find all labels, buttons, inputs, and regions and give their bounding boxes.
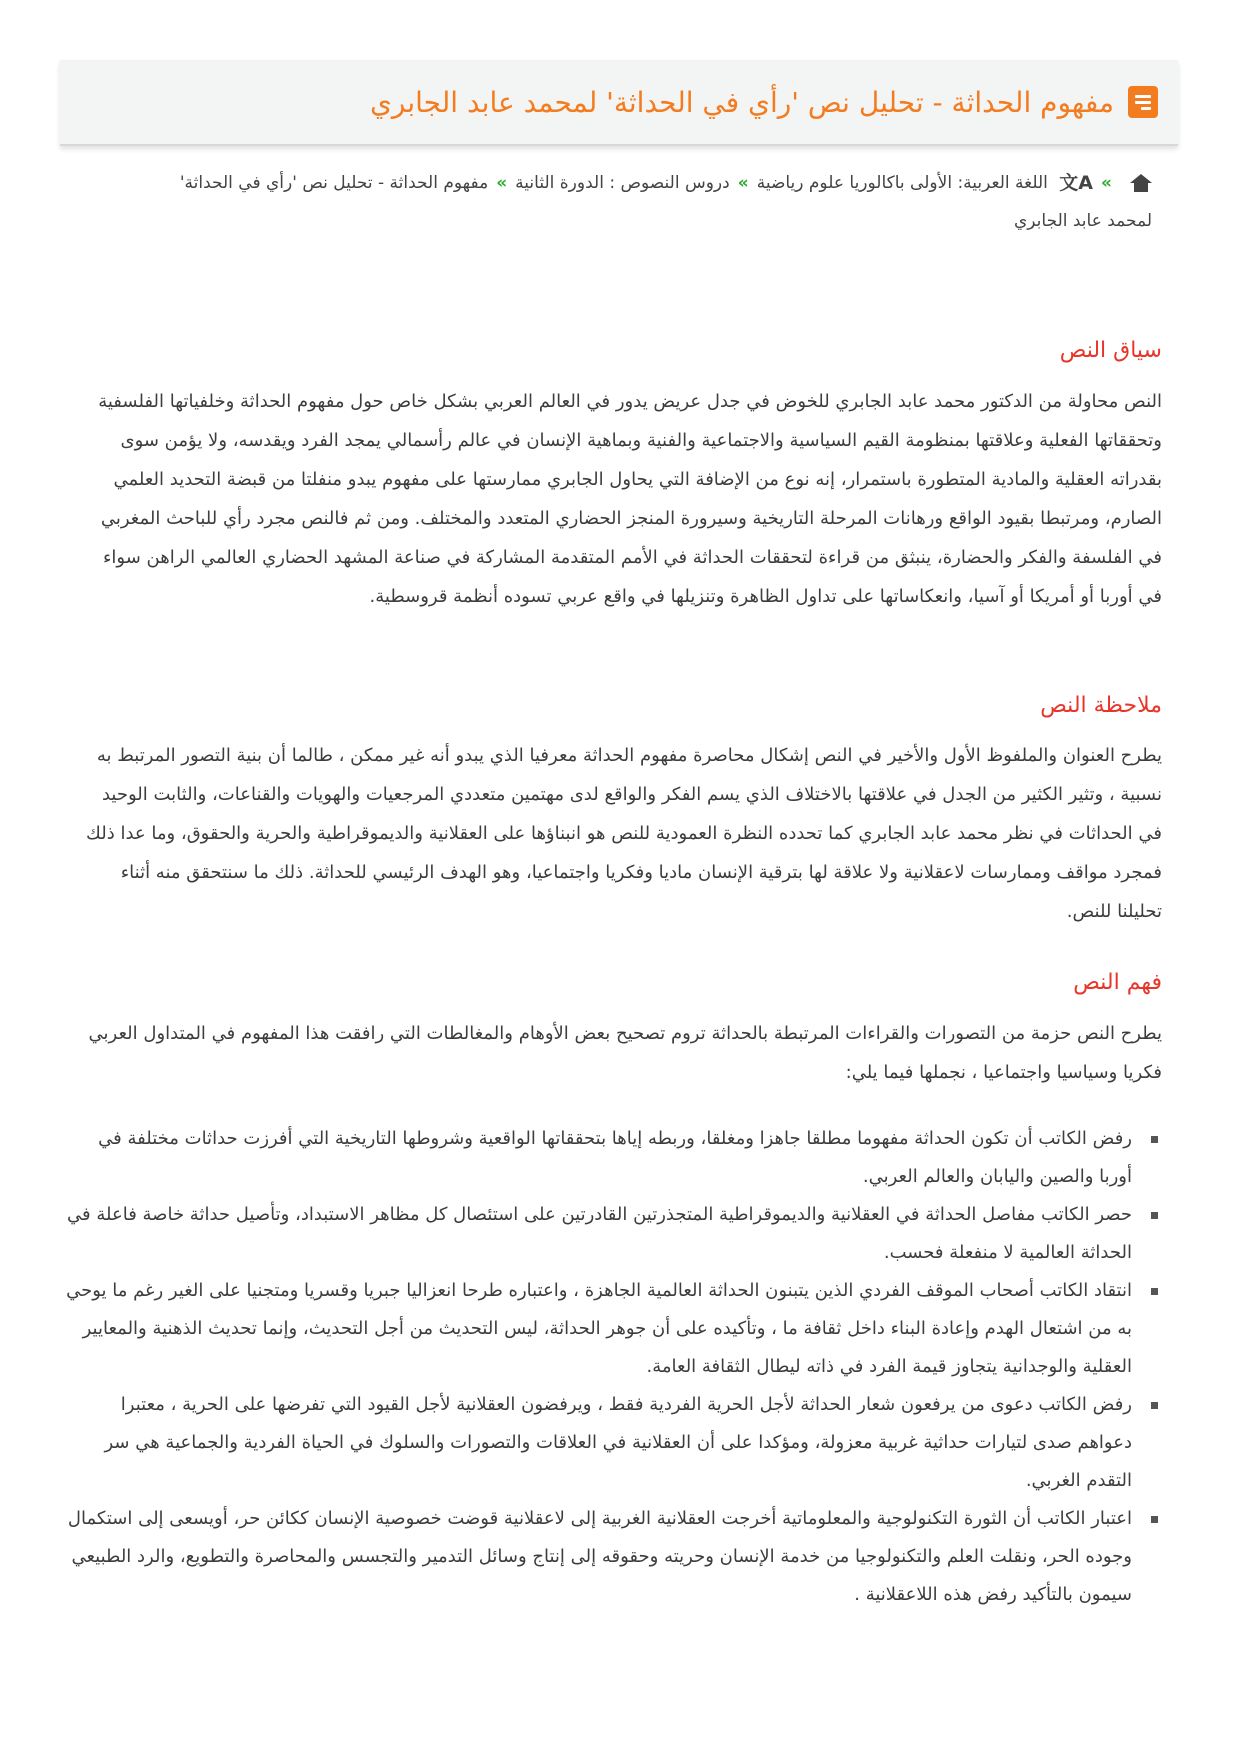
section-paragraph-context: النص محاولة من الدكتور محمد عابد الجابري للخوض في جدل عريض يدور في العالم العربي بشكل خاص حول مفهوم الحداثة وخلفياتها الفلسفية وتحققاتها الفعلية وعلاقتها بمنظومة القيم السياسية والاجتماعية والفنية وبماهية الإنسان في عالم رأسمالي يمجد الفرد ويقدسه، ولا يؤمن سوى بقدراته العقلية والمادية المتطورة باستمرار، إنه نوع من الإضافة التي يحاول الجابري ممارستها على مفهوم يبدو منفلتا من قبضة التحديد العلمي الصارم، ومرتبطا بقيود الواقع ورهانات المرحلة التاريخية وسيرورة المنجز الحضاري المتعدد والمختلف. ومن ثم فالنص مجرد رأي للباحث المغربي في الفلسفة والفكر والحضارة، ينبثق من قراءة لتحققات الحداثة في الأمم المتقدمة المشاركة في صناعة المشهد الحضاري العالمي الراهن سواء في أوربا أو أمريكا أو آسيا، وانعكاساتها على تداول الظاهرة وتنزيلها في واقع عربي تسوده أنظمة قروسطية. (98, 391, 1162, 607)
bullet-text: اعتبار الكاتب أن الثورة التكنولوجية والمعلوماتية أخرجت العقلانية الغربية إلى لاعقلانية قوضت خصوصية الإنسان ككائن حر، أويسعى إلى استكمال وجوده الحر، ونقلت العلم والتكنولوجيا من خدمة الإنسان وحريته وحقوقه إلى إنتاج وسائل التدمير والتجسس والمحاصرة والتطويع، والرد الطبيعي سيمون بالتأكيد رفض هذه اللاعقلانية . (67, 1508, 1132, 1605)
document-icon (1128, 86, 1158, 118)
understanding-bullet-list (62, 1120, 1162, 1614)
section-heading-understanding: فهم النص (1073, 970, 1162, 995)
bullet-square-icon (1151, 1402, 1158, 1409)
section-heading-context: سياق النص (1059, 338, 1162, 363)
breadcrumb (132, 164, 1152, 240)
home-icon[interactable] (1130, 174, 1152, 192)
breadcrumb-item-subject[interactable]: اللغة العربية: الأولى باكالوريا علوم رياضية (756, 173, 1048, 193)
bullet-square-icon (1151, 1136, 1158, 1143)
bullet-square-icon (1151, 1516, 1158, 1523)
bullet-text: رفض الكاتب دعوى من يرفعون شعار الحداثة لأجل الحرية الفردية فقط ، ويرفضون العقلانية لأجل القيود التي تفرضها على الحرية ، معتبرا دعواهم صدى لتيارات حداثية غربية معزولة، ومؤكدا على أن العقلانية في العلاقات والتصورات والسلوك في الحياة الفردية والجماعية هي سر التقدم الغربي. (104, 1394, 1132, 1491)
section-paragraph-observation: يطرح العنوان والملفوظ الأول والأخير في النص إشكال محاصرة مفهوم الحداثة معرفيا الذي يبدو أنه غير ممكن ، طالما أن بنية التصور المرتبط به نسبية ، وتثير الكثير من الجدل في علاقتها بالاختلاف الذي يسم الفكر والواقع لدى مهتمين متعددي المرجعيات والهويات والقناعات، والثابت الوحيد في الحداثات في نظر محمد عابد الجابري كما تحدده النظرة العمودية للنص هو انبناؤها على العقلانية والديموقراطية والحرية والحقوق، وما عدا ذلك فمجرد مواقف وممارسات لاعقلانية ولا علاقة لها بترقية الإنسان ماديا وفكريا واجتماعيا، وهو الهدف الرئيسي للحداثة. ذلك ما سنتحقق منه أثناء تحليلنا للنص. (86, 745, 1162, 922)
bullet-text: رفض الكاتب أن تكون الحداثة مفهوما مطلقا جاهزا ومغلقا، وربطه إياها بتحققاتها الواقعية وشروطها التاريخية التي أفرزت حداثات مختلفة في أوربا والصين واليابان والعالم العربي. (98, 1128, 1132, 1187)
bullet-text: انتقاد الكاتب أصحاب الموقف الفردي الذين يتبنون الحداثة العالمية الجاهزة ، واعتباره طرحا انعزاليا جبريا وقسريا ومتجنيا على الغير رغم ما يوحي به من اشتعال الهدم وإعادة البناء داخل ثقافة ما ، وتأكيده على أن جوهر الحداثة، ليس التحديث من أجل التحديث، وإنما تحديث الذهنية والمعايير العقلية والوجدانية يتجاوز قيمة الفرد في ذاته ليطال الثقافة العامة. (66, 1280, 1132, 1377)
list-item (62, 1386, 1162, 1500)
page-title: مفهوم الحداثة - تحليل نص 'رأي في الحداثة' لمحمد عابد الجابري (369, 85, 1114, 119)
breadcrumb-item-current: مفهوم الحداثة - تحليل نص 'رأي في الحداثة' لمحمد عابد الجابري (179, 173, 1152, 231)
translate-icon: 文A (1059, 172, 1094, 194)
title-bar (60, 60, 1178, 146)
bullet-square-icon (1151, 1288, 1158, 1295)
list-item (62, 1500, 1162, 1614)
breadcrumb-item-lessons[interactable]: دروس النصوص : الدورة الثانية (515, 173, 730, 193)
breadcrumb-separator: » (496, 173, 508, 193)
bullet-square-icon (1151, 1212, 1158, 1219)
list-item (62, 1196, 1162, 1272)
breadcrumb-separator: » (1101, 173, 1112, 193)
list-item (62, 1120, 1162, 1196)
section-heading-observation: ملاحظة النص (1040, 693, 1162, 718)
section-paragraph-understanding: يطرح النص حزمة من التصورات والقراءات المرتبطة بالحداثة تروم تصحيح بعض الأوهام والمغالطات التي رافقت هذا المفهوم في المتداول العربي فكريا وسياسيا واجتماعيا ، نجملها فيما يلي: (88, 1023, 1162, 1083)
bullet-text: حصر الكاتب مفاصل الحداثة في العقلانية والديموقراطية المتجذرتين القادرتين على استئصال كل مظاهر الاستبداد، وتأصيل حداثة خاصة فاعلة في الحداثة العالمية لا منفعلة فحسب. (67, 1204, 1132, 1263)
breadcrumb-separator: » (737, 173, 749, 193)
list-item (62, 1272, 1162, 1386)
